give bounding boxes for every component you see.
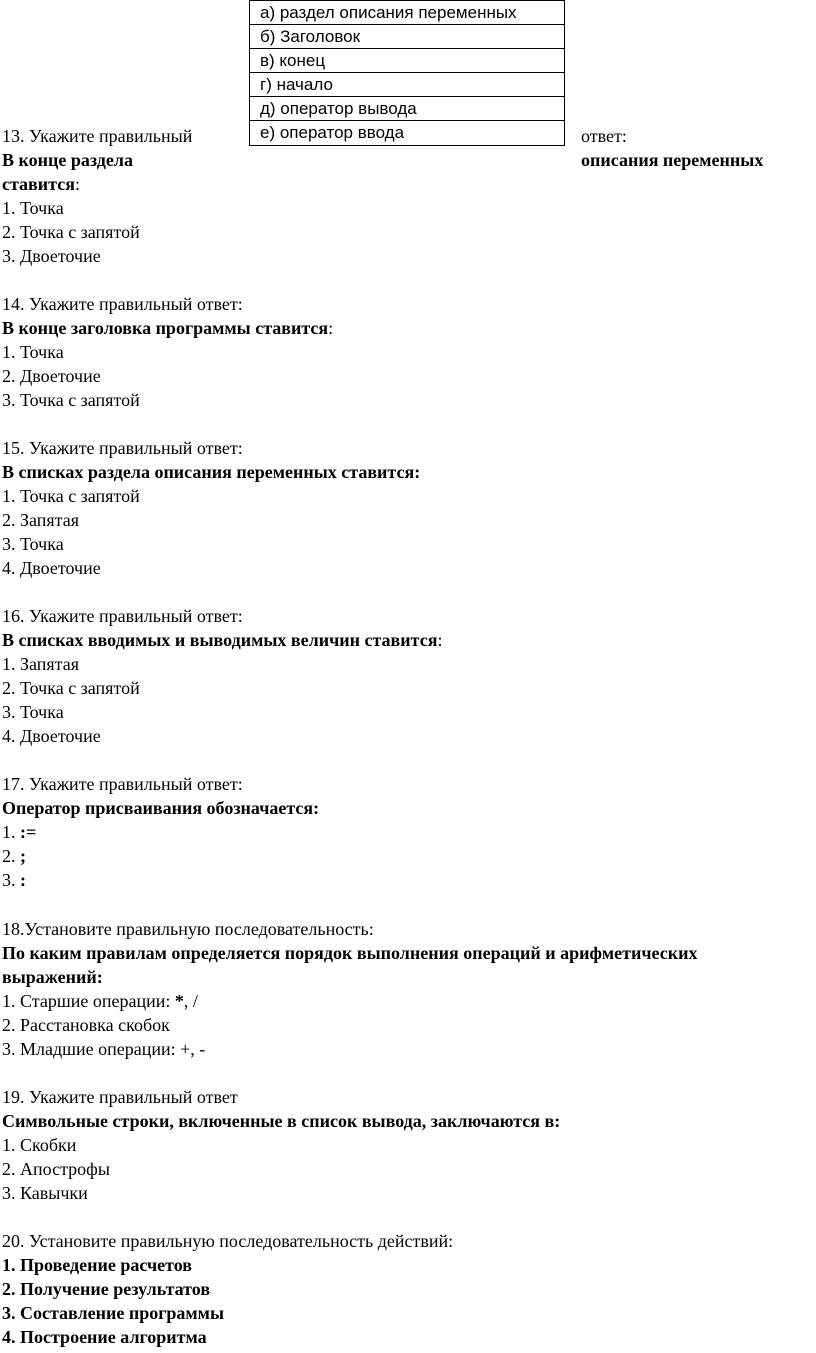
q15-prompt: 15. Укажите правильный ответ: <box>2 438 243 458</box>
q13-answer-3: 3. Двоеточие <box>2 246 101 266</box>
option-e: е) оператор ввода <box>260 123 405 142</box>
q14-answer-3: 3. Точка с запятой <box>2 390 140 410</box>
q17-answer-3: 3. : <box>2 870 26 890</box>
option-v: в) конец <box>250 49 564 73</box>
q13-prompt-left: 13. Укажите правильный <box>2 126 193 146</box>
q19-question: Символьные строки, включенные в список вывода, заключаются в: <box>2 1111 561 1131</box>
q20-prompt: 20. Установите правильную последовательность действий: <box>2 1231 454 1251</box>
q16-prompt: 16. Укажите правильный ответ: <box>2 606 243 626</box>
q18-question-line1: По каким правилам определяется порядок выполнения операций и арифметических <box>2 943 698 963</box>
q15-answer-1: 1. Точка с запятой <box>2 486 140 506</box>
q14-answer-1: 1. Точка <box>2 342 64 362</box>
q16-answer-1: 1. Запятая <box>2 654 80 674</box>
q13-bold-right: описания переменных <box>581 150 764 170</box>
q17-answer-2: 2. ; <box>2 846 26 866</box>
q18-answer-2: 2. Расстановка скобок <box>2 1015 170 1035</box>
q20-answer-1: 1. Проведение расчетов <box>2 1255 193 1275</box>
q19-answer-2: 2. Апострофы <box>2 1159 110 1179</box>
option-d: д) оператор вывода <box>250 97 564 121</box>
q18-prompt: 18.Установите правильную последовательность: <box>2 919 374 939</box>
q13-bold-left: В конце раздела <box>2 150 133 170</box>
q16-answer-3: 3. Точка <box>2 702 64 722</box>
q20-answer-4: 4. Построение алгоритма <box>2 1327 207 1347</box>
q18-answer-3: 3. Младшие операции: +, - <box>2 1039 206 1059</box>
q14-question: В конце заголовка программы ставится: <box>2 318 334 338</box>
q20-answer-2: 2. Получение результатов <box>2 1279 211 1299</box>
q17-question: Оператор присваивания обозначается: <box>2 798 320 818</box>
q19-prompt: 19. Укажите правильный ответ <box>2 1087 238 1107</box>
q15-answer-3: 3. Точка <box>2 534 64 554</box>
q15-question: В списках раздела описания переменных ставится: <box>2 462 421 482</box>
q20-answer-3: 3. Составление программы <box>2 1303 224 1323</box>
option-g: г) начало <box>250 73 564 97</box>
q16-question: В списках вводимых и выводимых величин ставится: <box>2 630 443 650</box>
q13-bold-cont: ставится: <box>2 174 80 194</box>
q17-answer-1: 1. := <box>2 822 37 842</box>
q17-prompt: 17. Укажите правильный ответ: <box>2 774 243 794</box>
q15-answer-4: 4. Двоеточие <box>2 558 101 578</box>
q13-prompt-right: ответ: <box>581 126 627 146</box>
q14-answer-2: 2. Двоеточие <box>2 366 101 386</box>
q15-answer-2: 2. Запятая <box>2 510 80 530</box>
q18-answer-1: 1. Старшие операции: *, / <box>2 991 198 1011</box>
q19-answer-1: 1. Скобки <box>2 1135 77 1155</box>
option-b: б) Заголовок <box>250 25 564 49</box>
q16-answer-2: 2. Точка с запятой <box>2 678 140 698</box>
q13-answer-1: 1. Точка <box>2 198 64 218</box>
q18-question-line2: выражений: <box>2 967 103 987</box>
q19-answer-3: 3. Кавычки <box>2 1183 88 1203</box>
q16-answer-4: 4. Двоеточие <box>2 726 101 746</box>
options-box <box>249 0 565 146</box>
option-a: а) раздел описания переменных <box>250 1 564 25</box>
q13-answer-2: 2. Точка с запятой <box>2 222 140 242</box>
q14-prompt: 14. Укажите правильный ответ: <box>2 294 243 314</box>
